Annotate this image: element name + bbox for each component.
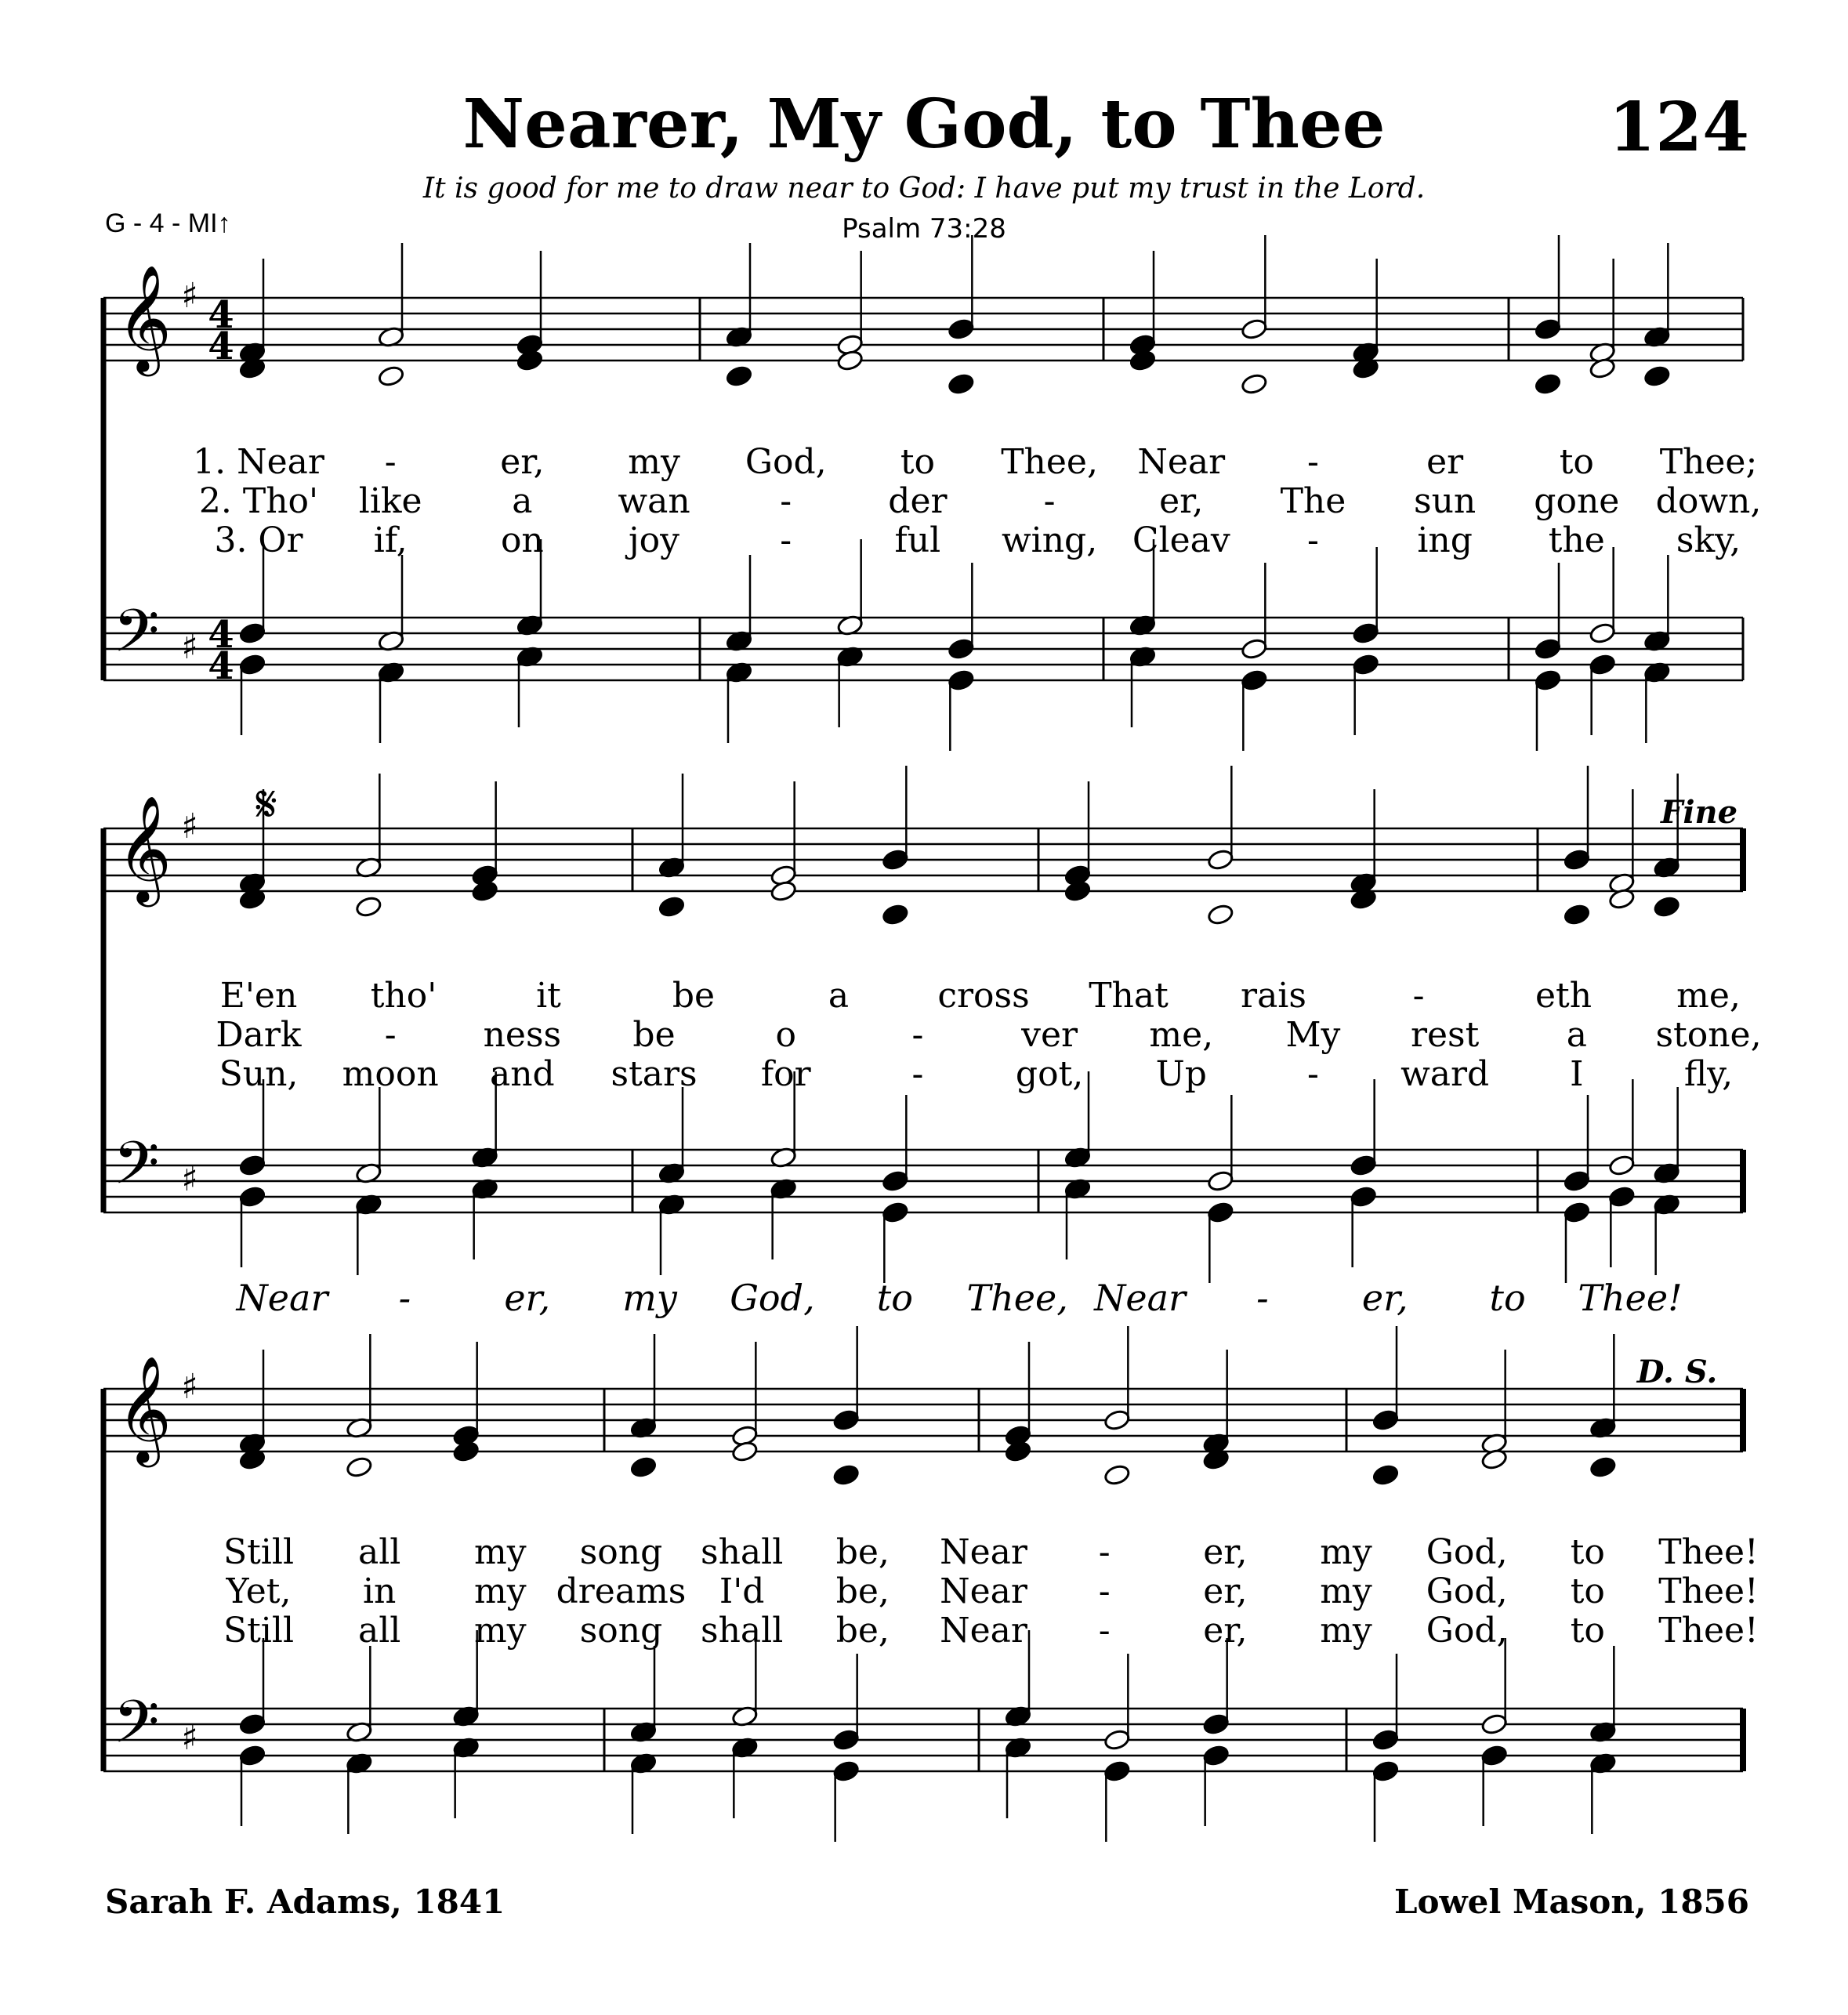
note-head [948, 317, 975, 340]
lyric-syllable: be [632, 1015, 676, 1055]
refrain-syllable: to [876, 1277, 913, 1319]
note-head [948, 372, 975, 395]
lyric-syllable: fly, [1683, 1054, 1734, 1094]
lyric-syllable: er [1426, 442, 1464, 482]
refrain-syllable: er, [1361, 1277, 1408, 1319]
lyric-syllable: shall [701, 1532, 784, 1572]
note-head [1589, 653, 1616, 676]
refrain-syllable: to [1489, 1277, 1526, 1319]
lyric-syllable: in [362, 1571, 397, 1611]
note-head [1350, 1154, 1377, 1176]
note-head [1563, 903, 1590, 926]
lyric-syllable: Near [940, 1532, 1027, 1572]
lyric-syllable: God, [1426, 1532, 1508, 1572]
lyric-syllable: Thee; [1659, 442, 1758, 482]
treble-clef-icon: 𝄞 [117, 794, 172, 902]
note-head [948, 637, 975, 660]
lyric-syllable: Thee! [1658, 1532, 1759, 1572]
lyric-syllable: if, [373, 520, 408, 560]
note-head [1534, 372, 1561, 395]
lyric-syllable: it [536, 976, 561, 1016]
hymn-title: Nearer, My God, to Thee [462, 85, 1386, 164]
lyric-syllable: gone [1534, 481, 1620, 521]
lyric-syllable: to [900, 442, 935, 482]
lyric-syllable: Thee! [1658, 1611, 1759, 1651]
note-head [1207, 903, 1234, 926]
lyric-syllable: to [1570, 1532, 1605, 1572]
note-head [1534, 317, 1561, 340]
lyric-syllable: my [1320, 1532, 1372, 1572]
lyric-syllable: er, [1203, 1571, 1248, 1611]
lyric-syllable: shall [701, 1611, 784, 1651]
note-head [882, 903, 909, 926]
lyric-syllable: Dark [216, 1015, 302, 1055]
lyric-syllable: ward [1400, 1054, 1490, 1094]
note-head [1372, 1728, 1399, 1751]
lyric-syllable: That [1089, 976, 1169, 1016]
lyric-syllable: Near [1137, 442, 1226, 482]
lyric-syllable: - [1412, 976, 1425, 1016]
lyric-syllable: joy [629, 520, 680, 560]
ds-marking: D. S. [1636, 1354, 1718, 1390]
note-head [346, 1455, 373, 1478]
lyric-syllable: - [911, 1015, 924, 1055]
note-head [1207, 848, 1234, 871]
lyric-syllable: - [384, 442, 397, 482]
note-head [1480, 1744, 1508, 1767]
note-head [238, 1712, 266, 1735]
lyric-syllable: be, [835, 1532, 890, 1572]
note-head [1643, 364, 1671, 387]
lyric-syllable: dreams [556, 1571, 687, 1611]
note-head [1207, 1169, 1234, 1192]
note-head [832, 1760, 860, 1782]
refrain-syllable: my [622, 1277, 677, 1319]
note-head [1372, 1463, 1399, 1486]
lyric-syllable: sun [1414, 481, 1477, 521]
bass-clef-icon: 𝄢 [113, 1129, 160, 1212]
lyric-syllable: me, [1149, 1015, 1214, 1055]
lyric-syllable: Sun, [219, 1054, 299, 1094]
lyric-syllable: eth [1535, 976, 1593, 1016]
note-head [355, 895, 382, 918]
note-head [1352, 653, 1379, 676]
note-head [238, 653, 266, 676]
lyric-syllable: tho' [370, 976, 437, 1016]
sharp-icon: ♯ [181, 1159, 198, 1199]
lyricist-credit: Sarah F. Adams, 1841 [105, 1883, 505, 1921]
note-head [238, 1154, 266, 1176]
note-head [725, 364, 752, 387]
refrain-syllable: Thee, [966, 1277, 1068, 1319]
lyric-syllable: and [489, 1054, 555, 1094]
lyric-syllable: The [1280, 481, 1346, 521]
note-head [1103, 1728, 1131, 1751]
lyric-syllable: Still [223, 1611, 295, 1651]
lyric-syllable: song [579, 1611, 663, 1651]
lyric-syllable: wan [618, 481, 690, 521]
note-head [1563, 1169, 1590, 1192]
fine-marking: Fine [1660, 794, 1738, 831]
note-head [832, 1728, 860, 1751]
sharp-icon: ♯ [181, 1367, 198, 1407]
note-head [1207, 1201, 1234, 1223]
lyric-syllable: God, [745, 442, 827, 482]
lyric-syllable: be [672, 976, 716, 1016]
note-head [882, 848, 909, 871]
note-head [1534, 669, 1561, 691]
note-head [1241, 669, 1268, 691]
lyric-syllable: ness [483, 1015, 562, 1055]
lyric-syllable: er, [1203, 1532, 1248, 1572]
lyric-syllable: to [1570, 1571, 1605, 1611]
hymn-number: 124 [1608, 88, 1749, 167]
lyric-syllable: 1. Near [193, 442, 324, 482]
note-head [1653, 895, 1680, 918]
note-head [1480, 1712, 1508, 1735]
lyric-syllable: got, [1015, 1054, 1084, 1094]
note-head [1103, 1463, 1131, 1486]
lyric-syllable: cross [937, 976, 1030, 1016]
lyric-syllable: my [474, 1611, 527, 1651]
lyric-syllable: my [1320, 1611, 1372, 1651]
note-head [377, 364, 404, 387]
lyric-syllable: rais [1241, 976, 1306, 1016]
sharp-icon: ♯ [181, 276, 198, 316]
note-head [1608, 1185, 1636, 1208]
lyric-syllable: 2. Tho' [198, 481, 319, 521]
lyric-syllable: ver [1021, 1015, 1078, 1055]
sharp-icon: ♯ [181, 806, 198, 846]
lyric-syllable: 3. Or [214, 520, 303, 560]
lyric-syllable: er, [1159, 481, 1204, 521]
lyric-syllable: me, [1676, 976, 1741, 1016]
lyric-syllable: for [760, 1054, 811, 1094]
lyric-syllable: like [358, 481, 422, 521]
lyric-syllable: Near [940, 1571, 1027, 1611]
time-signature-top: 4 [208, 613, 234, 657]
time-signature-bottom: 4 [208, 644, 234, 688]
treble-clef-icon: 𝄞 [117, 1354, 172, 1462]
note-head [832, 1408, 860, 1431]
lyric-syllable: stars [611, 1054, 698, 1094]
lyric-syllable: God, [1426, 1611, 1508, 1651]
lyric-syllable: on [500, 520, 544, 560]
lyric-syllable: be, [835, 1571, 890, 1611]
lyric-syllable: my [628, 442, 680, 482]
lyric-syllable: a [1566, 1015, 1587, 1055]
note-head [1534, 637, 1561, 660]
lyric-syllable: er, [500, 442, 545, 482]
lyric-syllable: - [911, 1054, 924, 1094]
lyric-syllable: - [1098, 1532, 1111, 1572]
lyric-syllable: Cleav [1132, 520, 1230, 560]
note-head [1103, 1760, 1131, 1782]
note-head [832, 1463, 860, 1486]
lyric-syllable: my [474, 1571, 527, 1611]
lyric-syllable: moon [342, 1054, 439, 1094]
lyric-syllable: Thee! [1658, 1571, 1759, 1611]
note-head [1241, 637, 1268, 660]
lyric-syllable: a [512, 481, 533, 521]
refrain-syllable: Near [236, 1277, 328, 1319]
lyric-syllable: I'd [719, 1571, 765, 1611]
note-head [1608, 1154, 1636, 1176]
lyric-syllable: - [1098, 1571, 1111, 1611]
note-head [238, 1185, 266, 1208]
lyric-syllable: the [1548, 520, 1605, 560]
lyric-syllable: to [1559, 442, 1594, 482]
note-head [658, 895, 685, 918]
scripture-reference: Psalm 73:28 [842, 213, 1006, 245]
note-head [1589, 622, 1616, 644]
note-head [1563, 1201, 1590, 1223]
sharp-icon: ♯ [181, 627, 198, 667]
note-head [629, 1455, 657, 1478]
refrain-syllable: Near [1094, 1277, 1186, 1319]
composer-credit: Lowel Mason, 1856 [1393, 1883, 1749, 1921]
note-head [1241, 372, 1268, 395]
bass-clef-icon: 𝄢 [113, 1687, 160, 1771]
lyric-syllable: Yet, [226, 1571, 292, 1611]
lyric-syllable: my [474, 1532, 527, 1572]
lyric-syllable: God, [1426, 1571, 1508, 1611]
bass-clef-icon: 𝄢 [113, 596, 160, 680]
note-head [1202, 1744, 1230, 1767]
note-head [1350, 1185, 1377, 1208]
note-head [1352, 622, 1379, 644]
lyric-syllable: E'en [219, 976, 298, 1016]
refrain-syllable: God, [730, 1277, 815, 1319]
lyric-syllable: - [1307, 520, 1319, 560]
time-signature-bottom: 4 [208, 324, 234, 368]
lyric-syllable: all [357, 1532, 401, 1572]
lyric-syllable: - [780, 520, 792, 560]
note-head [238, 622, 266, 644]
lyric-syllable: - [1043, 481, 1056, 521]
lyric-syllable: er, [1203, 1611, 1248, 1651]
lyric-syllable: a [828, 976, 850, 1016]
lyric-syllable: all [357, 1611, 401, 1651]
note-head [238, 1744, 266, 1767]
time-signature-top: 4 [208, 293, 234, 337]
lyric-syllable: - [1307, 1054, 1319, 1094]
refrain-syllable: - [1256, 1277, 1269, 1319]
lyric-syllable: down, [1655, 481, 1762, 521]
lyric-syllable: sky, [1676, 520, 1741, 560]
lyric-syllable: der [888, 481, 948, 521]
lyric-syllable: be, [835, 1611, 890, 1651]
note-head [1202, 1712, 1230, 1735]
note-head [1372, 1408, 1399, 1431]
lyric-syllable: song [579, 1532, 663, 1572]
refrain-syllable: er, [504, 1277, 551, 1319]
lyric-syllable: Thee, [1001, 442, 1098, 482]
lyric-syllable: my [1320, 1571, 1372, 1611]
lyric-syllable: Up [1155, 1054, 1207, 1094]
segno-icon: 𝄋 [255, 776, 277, 834]
lyric-syllable: - [384, 1015, 397, 1055]
lyric-syllable: Near [940, 1611, 1027, 1651]
lyric-syllable: stone, [1655, 1015, 1762, 1055]
note-head [882, 1169, 909, 1192]
lyric-syllable: wing, [1001, 520, 1098, 560]
note-head [1372, 1760, 1399, 1782]
sharp-icon: ♯ [181, 1718, 198, 1758]
refrain-syllable: Thee! [1578, 1277, 1683, 1319]
note-head [1563, 848, 1590, 871]
lyric-syllable: rest [1410, 1015, 1480, 1055]
note-head [948, 669, 975, 691]
lyric-syllable: o [775, 1015, 796, 1055]
lyric-syllable: - [1307, 442, 1319, 482]
note-head [1589, 1455, 1617, 1478]
lyric-syllable: ful [894, 520, 941, 560]
lyric-syllable: ing [1417, 520, 1473, 560]
note-head [1103, 1408, 1131, 1431]
refrain-syllable: - [398, 1277, 411, 1319]
note-head [882, 1201, 909, 1223]
lyric-syllable: - [1098, 1611, 1111, 1651]
lyric-syllable: to [1570, 1611, 1605, 1651]
note-head [1241, 317, 1268, 340]
key-label: G - 4 - MI↑ [105, 208, 231, 238]
lyric-syllable: I [1570, 1054, 1584, 1094]
epigraph: It is good for me to draw near to God: I have put my trust in the Lord. [422, 172, 1426, 205]
lyric-syllable: My [1285, 1015, 1341, 1055]
lyric-syllable: Still [223, 1532, 295, 1572]
treble-clef-icon: 𝄞 [117, 263, 172, 371]
lyric-syllable: - [780, 481, 792, 521]
